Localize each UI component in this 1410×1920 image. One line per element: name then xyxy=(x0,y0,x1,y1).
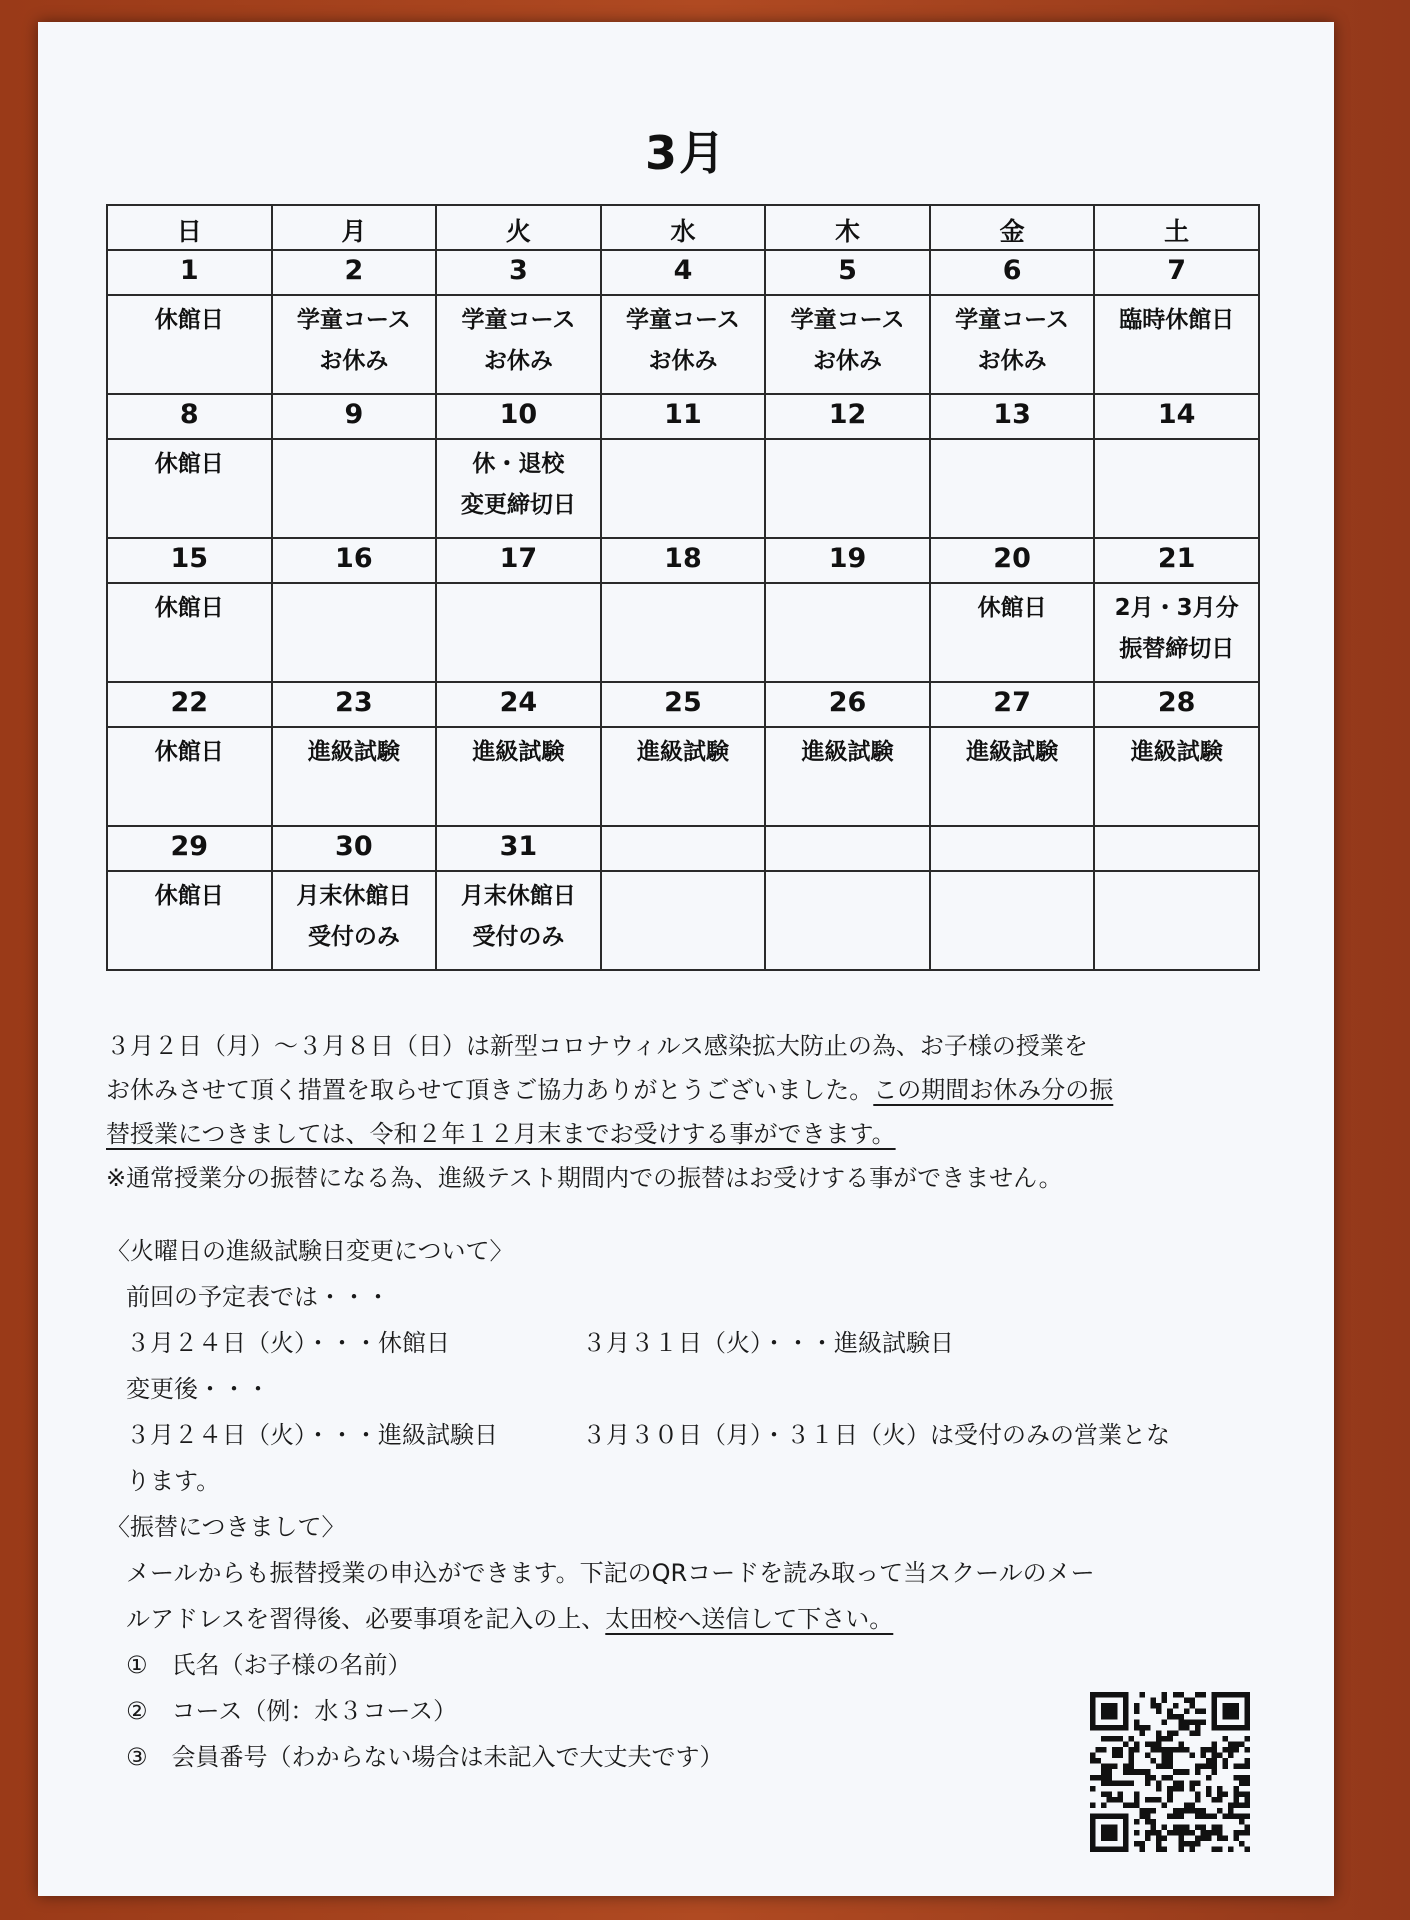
event-cell xyxy=(601,439,766,538)
weekday-tue: 火 xyxy=(436,205,601,250)
event-cell xyxy=(107,871,272,970)
weekday-wed: 水 xyxy=(601,205,766,250)
weekday-thu: 木 xyxy=(765,205,930,250)
event-cell xyxy=(107,727,272,826)
event-cell xyxy=(930,295,1095,394)
event-text: 進級試験 xyxy=(307,739,400,765)
date-cell: 29 xyxy=(107,826,272,871)
event-row xyxy=(107,871,1259,970)
tuesday-change-section xyxy=(106,1228,1286,1504)
event-row xyxy=(107,727,1259,826)
event-cell xyxy=(765,583,930,682)
event-text: 変更締切日 xyxy=(460,492,576,518)
event-text: 進級試験 xyxy=(801,739,894,765)
date-row xyxy=(107,394,1259,439)
event-cell xyxy=(1094,295,1259,394)
date-cell: 7 xyxy=(1094,250,1259,295)
date-cell: 18 xyxy=(601,538,766,583)
event-cell xyxy=(272,583,437,682)
date-row xyxy=(107,826,1259,871)
event-row xyxy=(107,583,1259,682)
event-cell xyxy=(1094,439,1259,538)
event-cell xyxy=(436,727,601,826)
event-text: 休館日 xyxy=(154,451,224,477)
event-cell xyxy=(1094,583,1259,682)
date-cell: 24 xyxy=(436,682,601,727)
event-text: お休み xyxy=(977,348,1047,374)
date-cell: 15 xyxy=(107,538,272,583)
event-row xyxy=(107,439,1259,538)
date-cell: 14 xyxy=(1094,394,1259,439)
event-text: お休み xyxy=(648,348,718,374)
transfer-text: ルアドレスを習得後、必要事項を記入の上、 xyxy=(126,1605,606,1633)
event-text: 休館日 xyxy=(154,595,224,621)
event-cell xyxy=(436,871,601,970)
weekday-sat: 土 xyxy=(1094,205,1259,250)
date-row xyxy=(107,538,1259,583)
event-cell xyxy=(107,583,272,682)
date-cell: 21 xyxy=(1094,538,1259,583)
date-cell: 22 xyxy=(107,682,272,727)
before-item: ３月３１日（火）・・・進級試験日 xyxy=(582,1329,954,1357)
section-heading: 〈振替につきまして〉 xyxy=(106,1513,346,1541)
event-cell xyxy=(765,727,930,826)
event-cell xyxy=(601,295,766,394)
section-heading: 〈火曜日の進級試験日変更について〉 xyxy=(106,1237,514,1265)
event-cell xyxy=(436,583,601,682)
before-item: ３月２４日（火）・・・休館日 xyxy=(126,1329,450,1357)
notice-underlined: 替授業につきましては、令和２年１２月末までお受けする事ができます。 xyxy=(106,1120,896,1148)
event-text: 休・退校 xyxy=(472,451,565,477)
event-cell xyxy=(930,439,1095,538)
date-cell: 4 xyxy=(601,250,766,295)
event-text: 進級試験 xyxy=(1130,739,1223,765)
date-cell: 5 xyxy=(765,250,930,295)
event-cell xyxy=(601,727,766,826)
date-cell xyxy=(930,826,1095,871)
event-text: 進級試験 xyxy=(472,739,565,765)
event-cell xyxy=(272,727,437,826)
event-row xyxy=(107,295,1259,394)
event-text: 休館日 xyxy=(154,883,224,909)
paper-sheet xyxy=(38,22,1334,1896)
event-text: 進級試験 xyxy=(966,739,1059,765)
event-text: 受付のみ xyxy=(307,924,400,950)
date-cell: 13 xyxy=(930,394,1095,439)
after-continuation: ります。 xyxy=(126,1467,221,1495)
date-cell: 1 xyxy=(107,250,272,295)
event-text: 休館日 xyxy=(154,307,224,333)
event-cell xyxy=(1094,871,1259,970)
weekday-header-row xyxy=(107,205,1259,250)
event-text: お休み xyxy=(483,348,553,374)
event-cell xyxy=(436,439,601,538)
date-cell xyxy=(765,826,930,871)
event-text: 学童コース xyxy=(790,307,905,333)
event-text: 2月・3月分 xyxy=(1114,595,1239,621)
event-cell xyxy=(107,295,272,394)
after-line xyxy=(106,1412,1286,1458)
event-text: お休み xyxy=(813,348,883,374)
notice-line: ３月２日（月）～３月８日（日）は新型コロナウィルス感染拡大防止の為、お子様の授業を xyxy=(106,1032,1088,1060)
date-cell: 31 xyxy=(436,826,601,871)
weekday-sun: 日 xyxy=(107,205,272,250)
event-cell xyxy=(1094,727,1259,826)
date-cell: 17 xyxy=(436,538,601,583)
event-text: 学童コース xyxy=(955,307,1070,333)
event-text: 学童コース xyxy=(296,307,411,333)
event-cell xyxy=(930,871,1095,970)
transfer-line: メールからも振替授業の申込ができます。下記のQRコードを読み取って当スクールのメー xyxy=(126,1559,1095,1587)
transfer-item: ① 氏名（お子様の名前） xyxy=(126,1651,412,1679)
event-cell xyxy=(601,583,766,682)
event-cell xyxy=(930,727,1095,826)
event-text: 月末休館日 xyxy=(460,883,576,909)
calendar-table xyxy=(106,204,1260,971)
event-cell xyxy=(272,871,437,970)
notice-line: お休みさせて頂く措置を取らせて頂きご協力ありがとうございました。 xyxy=(106,1076,874,1104)
date-row xyxy=(107,250,1259,295)
event-text: 休館日 xyxy=(977,595,1047,621)
date-cell: 20 xyxy=(930,538,1095,583)
weekday-mon: 月 xyxy=(272,205,437,250)
after-label: 変更後・・・ xyxy=(126,1375,270,1403)
before-label: 前回の予定表では・・・ xyxy=(126,1283,390,1311)
event-cell xyxy=(107,439,272,538)
event-cell xyxy=(601,871,766,970)
event-text: 休館日 xyxy=(154,739,224,765)
event-cell xyxy=(765,295,930,394)
transfer-item: ② コース（例：水３コース） xyxy=(126,1697,458,1725)
transfer-underlined: 太田校へ送信して下さい。 xyxy=(605,1605,894,1633)
after-item: ３月２４日（火）・・・進級試験日 xyxy=(126,1421,498,1449)
date-cell: 6 xyxy=(930,250,1095,295)
notice-line: ※通常授業分の振替になる為、進級テスト期間内での振替はお受けする事ができません。 xyxy=(106,1164,1063,1192)
weekday-fri: 金 xyxy=(930,205,1095,250)
before-line xyxy=(106,1320,1286,1366)
date-cell xyxy=(1094,826,1259,871)
date-row xyxy=(107,682,1259,727)
event-text: お休み xyxy=(319,348,389,374)
event-cell xyxy=(272,439,437,538)
date-cell: 10 xyxy=(436,394,601,439)
date-cell: 30 xyxy=(272,826,437,871)
event-cell xyxy=(930,583,1095,682)
event-cell xyxy=(436,295,601,394)
notice-underlined: この期間お休み分の振 xyxy=(873,1076,1114,1104)
date-cell: 19 xyxy=(765,538,930,583)
date-cell: 3 xyxy=(436,250,601,295)
date-cell: 26 xyxy=(765,682,930,727)
date-cell: 23 xyxy=(272,682,437,727)
date-cell: 25 xyxy=(601,682,766,727)
date-cell: 8 xyxy=(107,394,272,439)
date-cell: 2 xyxy=(272,250,437,295)
event-cell xyxy=(765,871,930,970)
qr-code[interactable] xyxy=(1090,1692,1250,1852)
after-item: ３月３０日（月）・３１日（火）は受付のみの営業とな xyxy=(582,1421,1170,1449)
notice-section xyxy=(106,1024,1286,1200)
transfer-item: ③ 会員番号（わからない場合は未記入で大丈夫です） xyxy=(126,1743,724,1771)
date-cell: 16 xyxy=(272,538,437,583)
date-cell xyxy=(601,826,766,871)
event-text: 学童コース xyxy=(461,307,576,333)
calendar-title: 3月 xyxy=(644,126,727,180)
event-text: 学童コース xyxy=(626,307,740,333)
transfer-line xyxy=(106,1596,1286,1642)
date-cell: 27 xyxy=(930,682,1095,727)
event-cell xyxy=(765,439,930,538)
date-cell: 12 xyxy=(765,394,930,439)
event-text: 月末休館日 xyxy=(296,883,412,909)
event-text: 進級試験 xyxy=(636,739,729,765)
event-text: 振替締切日 xyxy=(1119,636,1235,662)
date-cell: 11 xyxy=(601,394,766,439)
date-cell: 28 xyxy=(1094,682,1259,727)
date-cell: 9 xyxy=(272,394,437,439)
event-text: 受付のみ xyxy=(472,924,565,950)
event-text: 臨時休館日 xyxy=(1119,307,1235,333)
event-cell xyxy=(272,295,437,394)
